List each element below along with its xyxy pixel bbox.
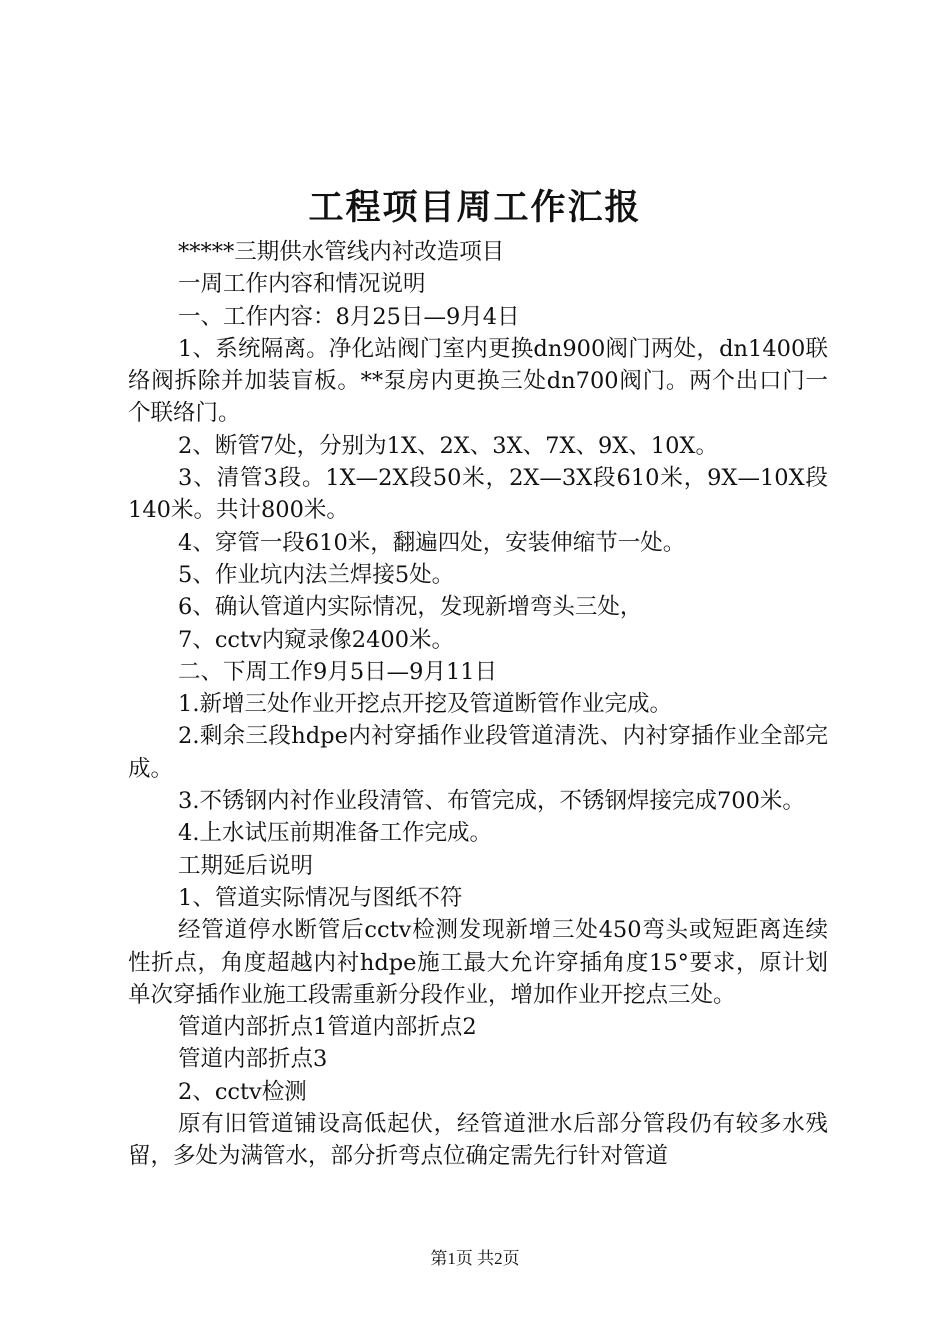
- paragraph: *****三期供水管线内衬改造项目: [178, 239, 505, 265]
- paragraph: 工期延后说明: [178, 852, 314, 879]
- paragraph: 2、断管7处，分别为1X、2X、3X、7X、9X、10X。: [178, 432, 718, 459]
- paragraph: 1、管道实际情况与图纸不符: [178, 884, 463, 911]
- paragraph: 4、穿管一段610米，翻遍四处，安装伸缩节一处。: [178, 529, 686, 556]
- paragraph: 7、cctv内窥录像2400米。: [178, 626, 455, 653]
- paragraph: 管道内部折点3: [178, 1046, 328, 1073]
- paragraph: 2.剩余三段hdpe内衬穿插作业段管道清洗、内衬穿插作业全部完成。: [128, 723, 828, 782]
- paragraph: 管道内部折点1管道内部折点2: [178, 1014, 477, 1041]
- document-body: [128, 236, 828, 1173]
- paragraph: 6、确认管道内实际情况，发现新增弯头三处，: [178, 594, 643, 621]
- paragraph: 3、清管3段。1X—2X段50米，2X—3X段610米，9X—10X段140米。共计800米。: [128, 465, 828, 524]
- document-title: 工程项目周工作汇报: [308, 188, 642, 228]
- page-number: 第1页 共2页: [430, 1249, 520, 1268]
- paragraph: 1、系统隔离。净化站阀门室内更换dn900阀门两处，dn1400联络阀拆除并加装盲板。**泵房内更换三处dn700阀门。两个出口门一个联络门。: [128, 335, 828, 427]
- paragraph: 二、下周工作9月5日—9月11日: [178, 658, 498, 685]
- paragraph: 3.不锈钢内衬作业段清管、布管完成，不锈钢焊接完成700米。: [178, 788, 805, 815]
- paragraph: 4.上水试压前期准备工作完成。: [178, 820, 492, 847]
- paragraph: 原有旧管道铺设高低起伏，经管道泄水后部分管段仍有较多水残留，多处为满管水，部分折弯点位确定需先行针对管道: [128, 1111, 828, 1170]
- paragraph: 一、工作内容：8月25日—9月4日: [178, 303, 520, 330]
- paragraph: 5、作业坑内法兰焊接5处。: [178, 561, 455, 588]
- paragraph: 经管道停水断管后cctv检测发现新增三处450弯头或短距离连续性折点，角度超越内衬hdpe施工最大允许穿插角度15°要求，原计划单次穿插作业施工段需重新分段作业，增加作业开挖点三处。: [128, 917, 828, 1008]
- paragraph: 一周工作内容和情况说明: [178, 271, 426, 298]
- paragraph: 1.新增三处作业开挖点开挖及管道断管作业完成。: [178, 691, 672, 718]
- paragraph: 2、cctv检测: [178, 1078, 307, 1105]
